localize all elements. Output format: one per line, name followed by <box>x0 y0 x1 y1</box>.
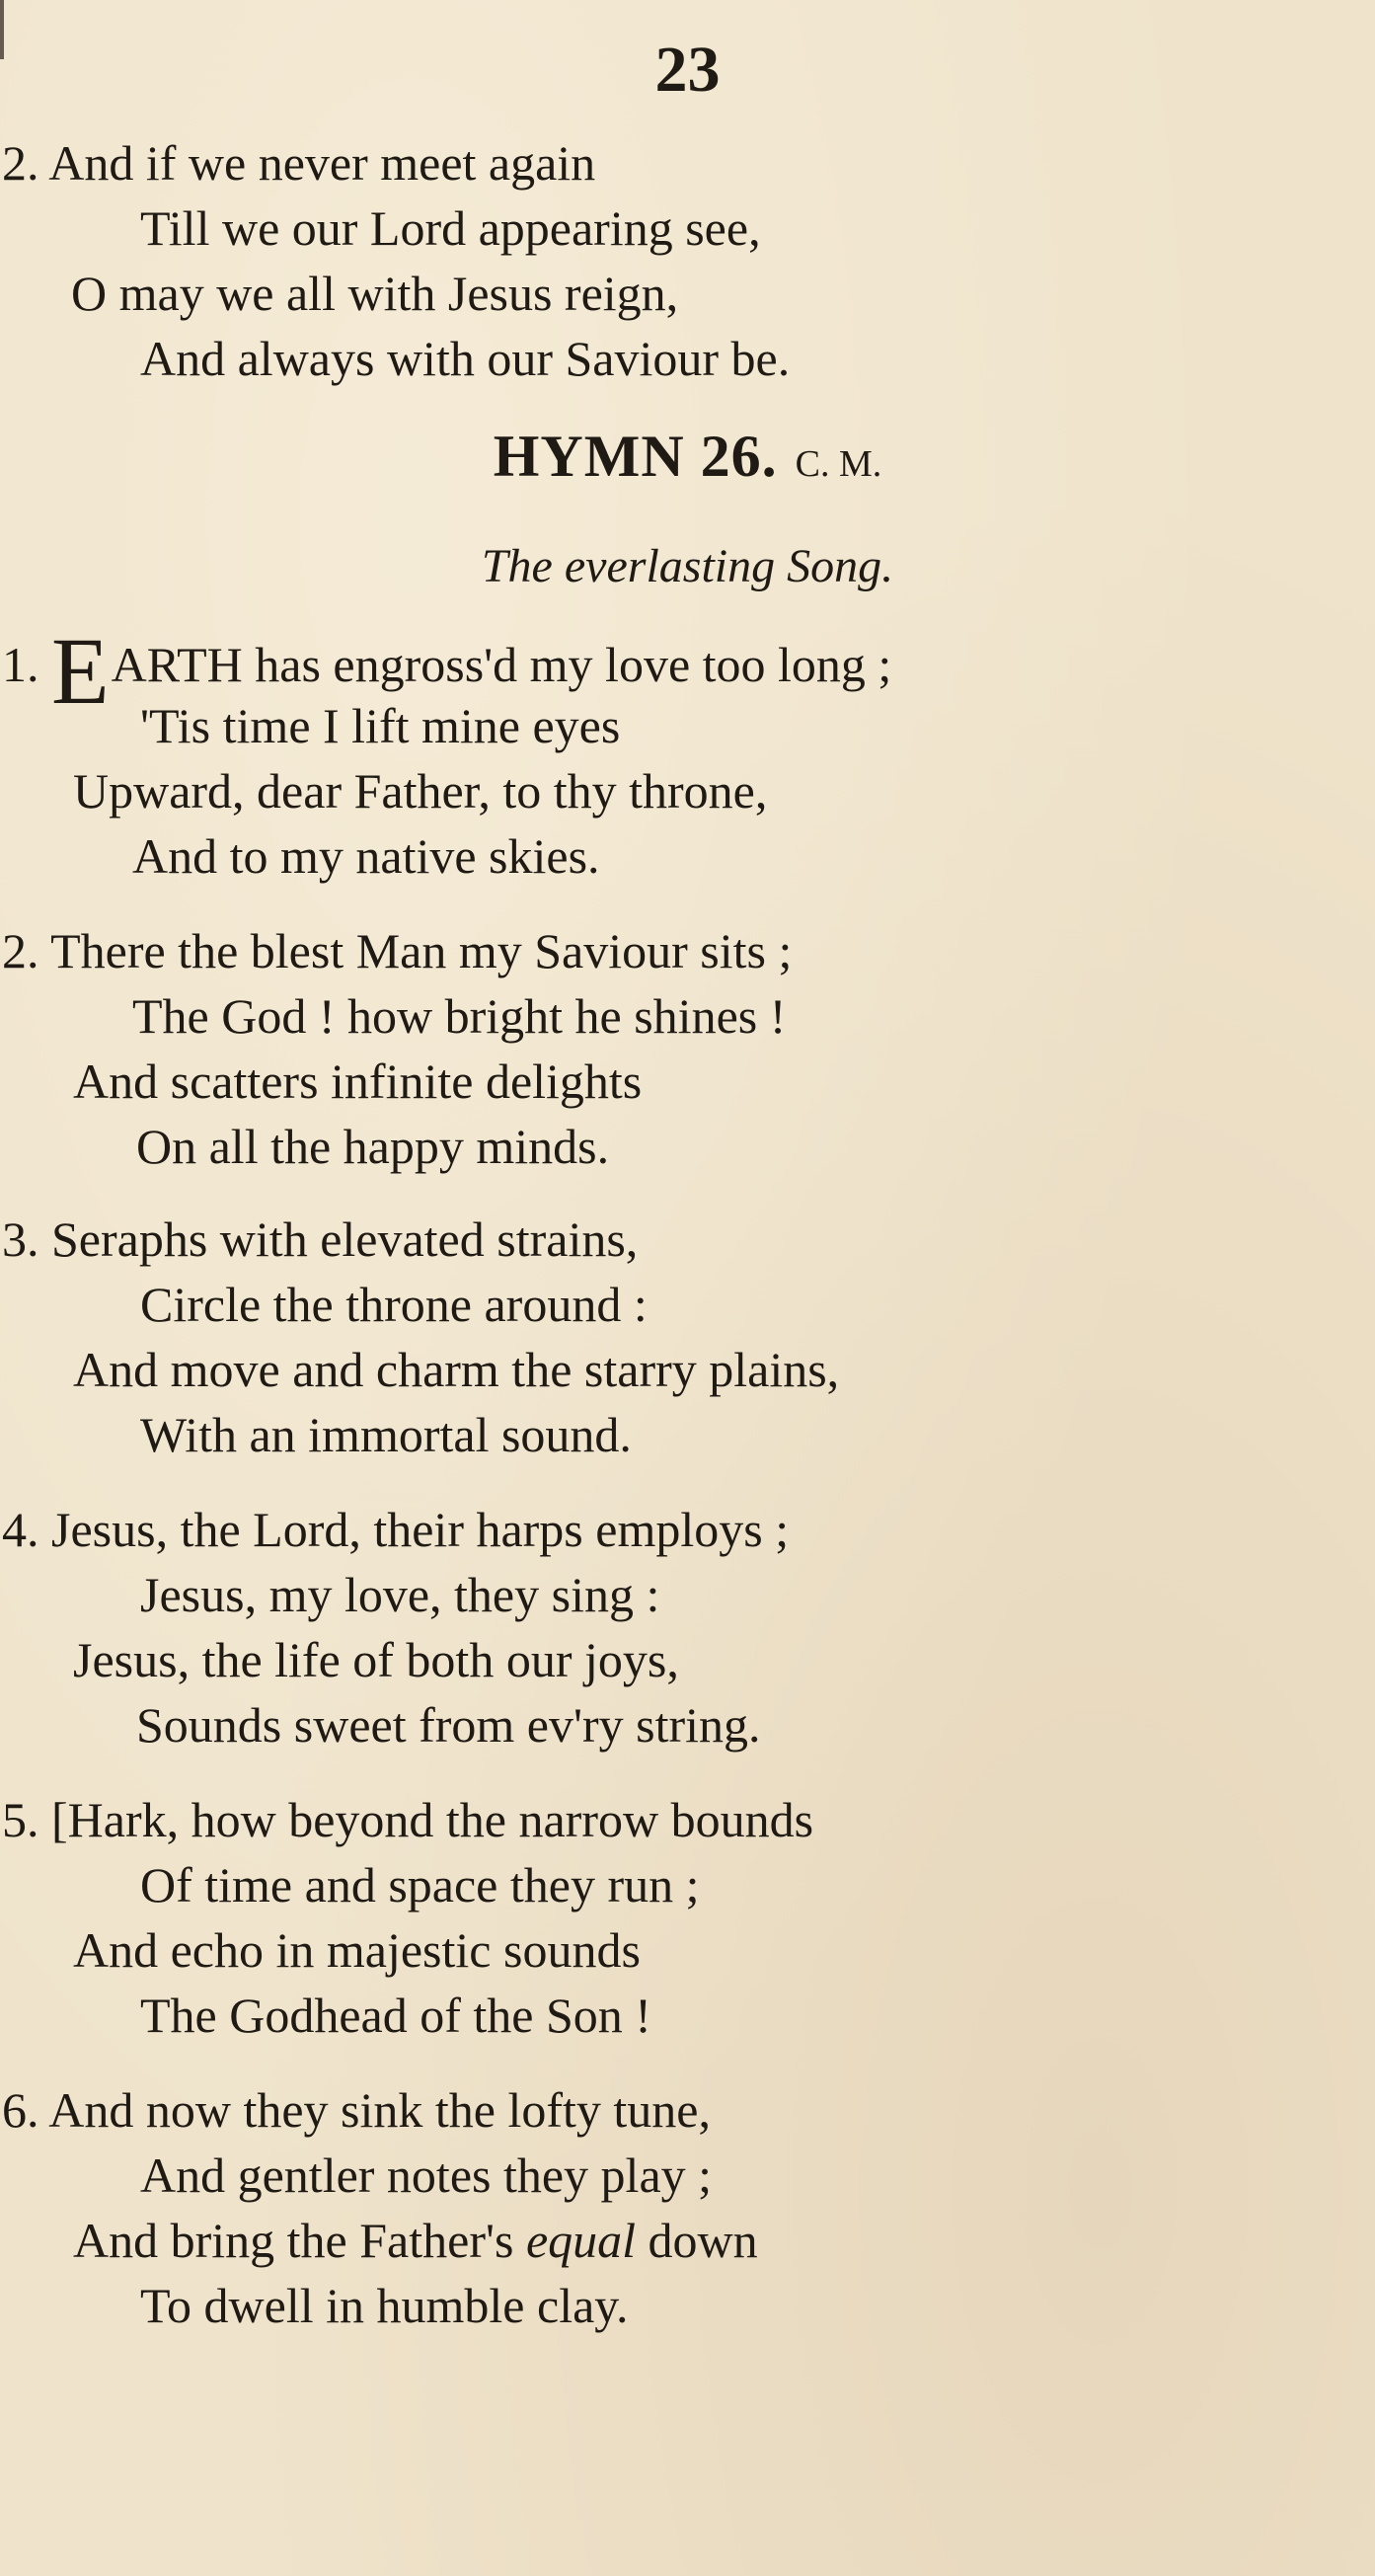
verse-number: 2. <box>2 923 39 978</box>
verse-1-line-1 <box>2 618 892 724</box>
verse-number: 5. <box>2 1792 39 1847</box>
verse-number: 2. <box>2 135 39 191</box>
verse-2-line-2: The God ! how bright he shines ! <box>132 988 787 1044</box>
prev-verse-line-2: Till we our Lord appearing see, <box>140 200 761 256</box>
verse-1-line-3: Upward, dear Father, to thy throne, <box>73 763 768 819</box>
verse-text: down <box>636 2213 758 2268</box>
verse-4-line-1 <box>2 1502 790 1557</box>
verse-2-line-1 <box>2 923 793 978</box>
verse-6-line-1 <box>2 2082 712 2138</box>
hymn-meter: C. M. <box>795 443 882 485</box>
verse-5-line-4: The Godhead of the Son ! <box>140 1988 651 2043</box>
verse-text: There the blest Man my Saviour sits ; <box>50 923 793 978</box>
verse-text: Seraphs with elevated strains, <box>51 1211 639 1267</box>
verse-1-line-2: 'Tis time I lift mine eyes <box>140 698 621 753</box>
verse-text: And bring the Father's <box>73 2213 526 2268</box>
drop-cap: E <box>51 618 110 724</box>
verse-6-line-4: To dwell in humble clay. <box>140 2278 629 2333</box>
verse-1-line-4: And to my native skies. <box>132 828 600 884</box>
verse-3-line-3: And move and charm the starry plains, <box>73 1342 840 1397</box>
verse-number: 4. <box>2 1502 39 1557</box>
hymn-heading <box>0 424 1375 489</box>
emphasis-text: equal <box>525 2213 637 2268</box>
verse-3-line-1 <box>2 1211 639 1267</box>
verse-3-line-2: Circle the throne around : <box>140 1277 648 1332</box>
verse-number: 6. <box>2 2082 39 2138</box>
verse-text: And if we never meet again <box>48 135 596 191</box>
verse-4-line-4: Sounds sweet from ev'ry string. <box>136 1697 761 1753</box>
verse-text: ARTH has engross'd my love too long ; <box>111 637 892 692</box>
bracket-mark: [ <box>51 1792 68 1847</box>
prev-verse-line-4: And always with our Saviour be. <box>140 331 791 386</box>
verse-2-line-3: And scatters infinite delights <box>73 1054 643 1109</box>
verse-3-line-4: With an immortal sound. <box>140 1407 632 1462</box>
hymn-title: HYMN 26. <box>493 424 778 489</box>
verse-4-line-2: Jesus, my love, they sing : <box>140 1567 660 1622</box>
prev-verse-line-3: O may we all with Jesus reign, <box>71 266 679 321</box>
verse-text: Hark, how beyond the narrow bounds <box>67 1792 814 1847</box>
verse-text: And now they sink the lofty tune, <box>48 2082 712 2138</box>
verse-5-line-1 <box>2 1792 814 1847</box>
verse-number: 3. <box>2 1211 39 1267</box>
verse-5-line-3: And echo in majestic sounds <box>73 1922 641 1978</box>
hymn-subtitle: The everlasting Song. <box>481 540 894 592</box>
verse-number: 1. <box>2 637 39 692</box>
verse-6-line-3 <box>73 2213 758 2268</box>
verse-6-line-2: And gentler notes they play ; <box>140 2147 713 2203</box>
verse-text: Jesus, the Lord, their harps employs ; <box>51 1502 790 1557</box>
verse-5-line-2: Of time and space they run ; <box>140 1857 700 1912</box>
prev-verse-line-1 <box>2 135 596 191</box>
verse-4-line-3: Jesus, the life of both our joys, <box>73 1632 679 1687</box>
verse-2-line-4: On all the happy minds. <box>136 1119 610 1174</box>
page-number: 23 <box>654 34 721 106</box>
